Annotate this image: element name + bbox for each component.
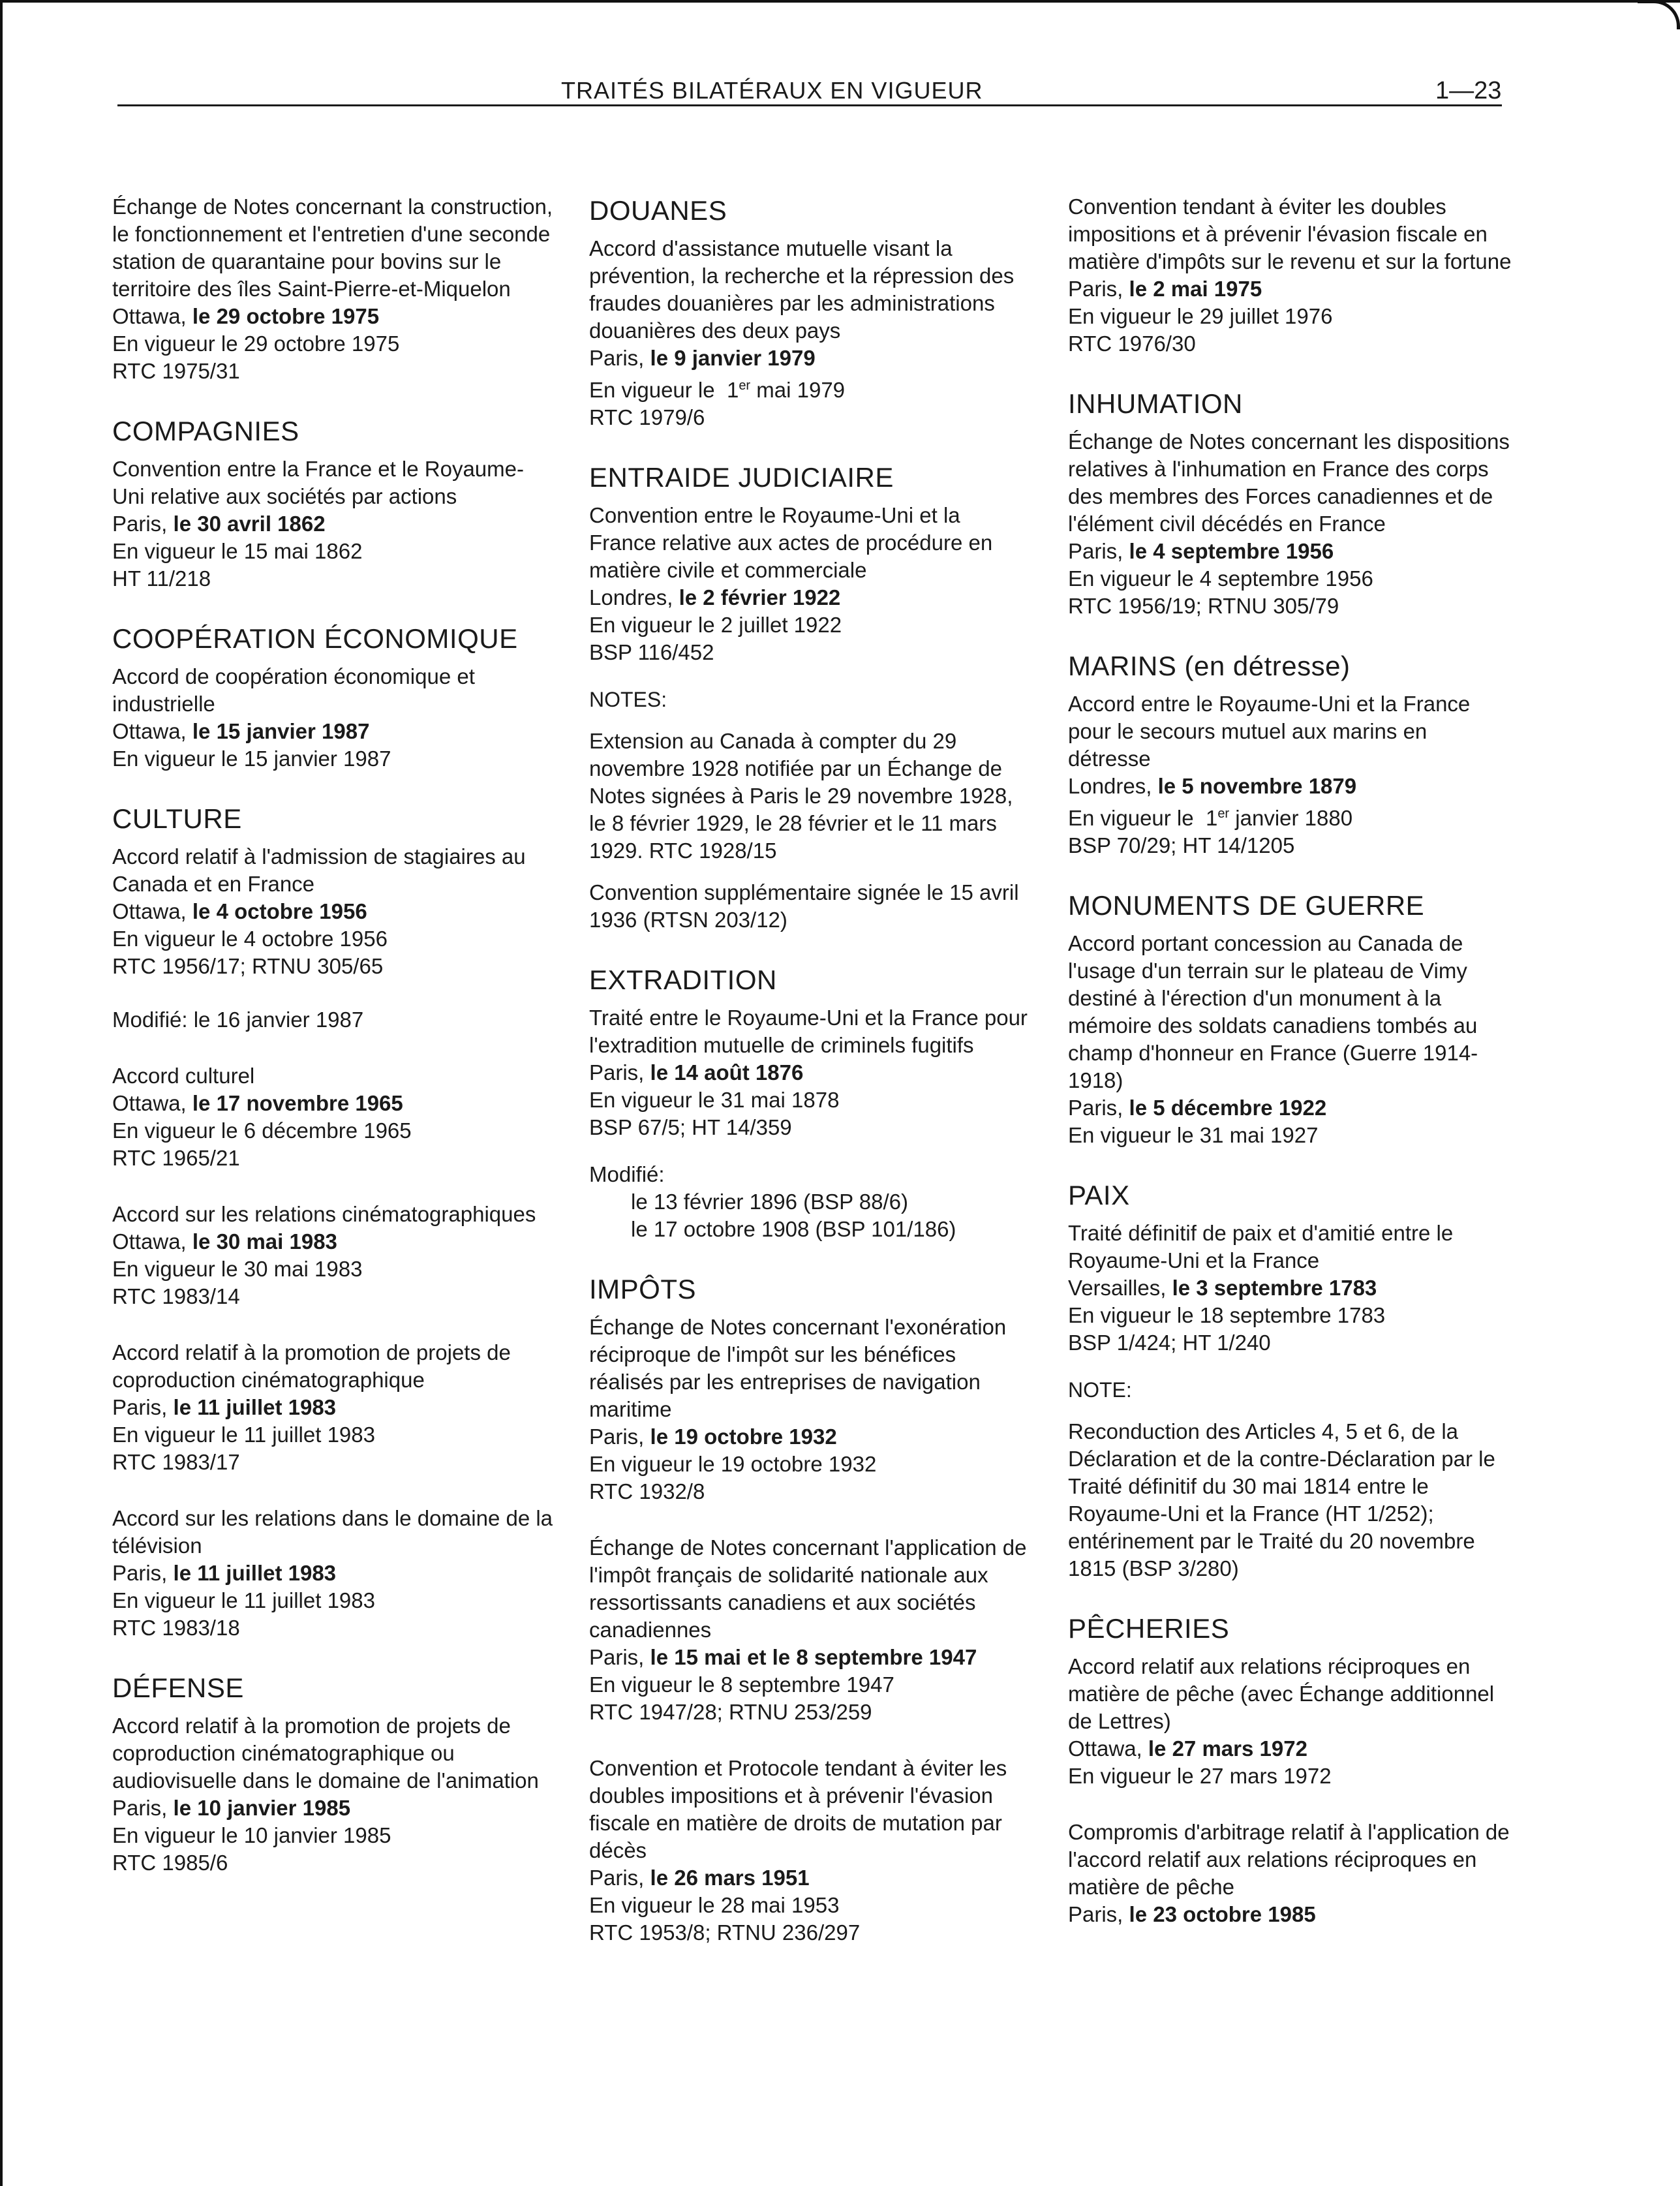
- note-paragraph: Extension au Canada à compter du 29 novembre 1928 notifiée par un Échange de Notes signées à Paris le 29 novembre 1928, le 8 février 1929, le 28 février et le 11 mars 1929. RTC 1928/15: [589, 729, 1013, 863]
- section-monuments: [1068, 888, 1512, 1149]
- treaty-date: le 17 novembre 1965: [192, 1091, 403, 1115]
- treaty-description: Accord de coopération économique et industrielle: [112, 664, 475, 716]
- treaty-signature: Londres, le 5 novembre 1879: [1068, 774, 1357, 798]
- treaty-date: le 19 octobre 1932: [650, 1424, 837, 1449]
- section-heading: DÉFENSE: [112, 1672, 244, 1703]
- treaty-in-force: En vigueur le 31 mai 1878: [589, 1088, 840, 1112]
- modification-note: Modifié: le 16 janvier 1987: [112, 1008, 364, 1032]
- column-3: [1068, 193, 1512, 1957]
- section-extradition: [589, 962, 1033, 1243]
- treaty-entry: [112, 1201, 556, 1310]
- treaty-reference: RTC 1975/31: [112, 359, 240, 383]
- treaty-entry: [112, 1339, 556, 1476]
- treaty-date: le 2 mai 1975: [1129, 277, 1262, 301]
- treaty-date: le 26 mars 1951: [650, 1866, 810, 1890]
- treaty-signature: Paris, le 2 mai 1975: [1068, 277, 1262, 301]
- treaty-signature: Ottawa, le 27 mars 1972: [1068, 1736, 1307, 1761]
- treaty-reference: RTC 1965/21: [112, 1146, 240, 1170]
- section-cooperation: [112, 621, 556, 773]
- section-heading: CULTURE: [112, 803, 242, 834]
- treaty-entry: [589, 502, 1033, 666]
- section-heading: PAIX: [1068, 1180, 1130, 1210]
- treaty-in-force: En vigueur le 1er mai 1979: [589, 378, 846, 402]
- treaty-reference: RTC 1983/17: [112, 1450, 240, 1474]
- treaty-in-force: En vigueur le 29 octobre 1975: [112, 331, 400, 356]
- treaty-description: Accord d'assistance mutuelle visant la prévention, la recherche et la répression des fraudes douanières par les administrations douanières des deux pays: [589, 236, 1015, 343]
- scan-left-edge: [0, 0, 3, 2186]
- treaty-in-force: En vigueur le 4 septembre 1956: [1068, 566, 1373, 591]
- treaty-entry: [1068, 1653, 1512, 1790]
- section-inhumation: [1068, 386, 1512, 620]
- treaty-date: le 3 septembre 1783: [1172, 1276, 1377, 1300]
- treaty-in-force: En vigueur le 31 mai 1927: [1068, 1123, 1319, 1147]
- treaty-description: Accord portant concession au Canada de l'usage d'un terrain sur le plateau de Vimy destiné à l'érection d'un monument à la mémoire des soldats canadiens tombés au champ d'honneur en France (Guerre 1914-1918): [1068, 931, 1478, 1092]
- treaty-in-force: En vigueur le 2 juillet 1922: [589, 613, 842, 637]
- treaty-date: le 27 mars 1972: [1148, 1736, 1307, 1761]
- treaty-reference: BSP 1/424; HT 1/240: [1068, 1331, 1271, 1355]
- section-heading: MARINS (en détresse): [1068, 651, 1351, 681]
- treaty-in-force: En vigueur le 1er janvier 1880: [1068, 806, 1353, 830]
- section-compagnies: [112, 414, 556, 593]
- column-1: [112, 193, 556, 1905]
- treaty-entry: [112, 843, 556, 980]
- treaty-reference: RTC 1983/18: [112, 1616, 240, 1640]
- treaty-description: Accord sur les relations cinématographiques: [112, 1202, 536, 1226]
- modification-label: Modifié:: [589, 1162, 665, 1186]
- treaty-signature: Paris, le 11 juillet 1983: [112, 1395, 337, 1419]
- treaty-entry: [589, 1534, 1033, 1726]
- treaty-entry: [1068, 930, 1512, 1149]
- treaty-signature: Paris, le 19 octobre 1932: [589, 1424, 837, 1449]
- page-corner-curl: [1638, 0, 1680, 29]
- section-marins: [1068, 649, 1512, 859]
- treaty-date: le 5 décembre 1922: [1129, 1096, 1327, 1120]
- treaty-date: le 30 avril 1862: [173, 512, 326, 536]
- treaty-description: Convention tendant à éviter les doubles impositions et à prévenir l'évasion fiscale en matière d'impôts sur le revenu et sur la fortune: [1068, 194, 1512, 273]
- modification-item: le 17 octobre 1908 (BSP 101/186): [631, 1217, 956, 1241]
- treaty-entry: [589, 235, 1033, 431]
- treaty-description: Accord relatif à l'admission de stagiaires au Canada et en France: [112, 844, 526, 896]
- section-entraide: [589, 460, 1033, 934]
- treaty-reference: RTC 1932/8: [589, 1479, 705, 1503]
- treaty-in-force: En vigueur le 8 septembre 1947: [589, 1672, 894, 1697]
- treaty-date: le 4 octobre 1956: [192, 899, 367, 923]
- treaty-description: Échange de Notes concernant l'application de l'impôt français de solidarité nationale aux ressortissants canadiens et aux sociétés canadiennes: [589, 1535, 1027, 1642]
- treaty-entry: [112, 455, 556, 593]
- treaty-reference: RTC 1953/8; RTNU 236/297: [589, 1920, 861, 1945]
- treaty-reference: RTC 1979/6: [589, 405, 705, 429]
- treaty-description: Traité entre le Royaume-Uni et la France pour l'extradition mutuelle de criminels fugitifs: [589, 1006, 1028, 1057]
- treaty-description: Accord culturel: [112, 1064, 255, 1088]
- section-pecheries: [1068, 1611, 1512, 1928]
- treaty-date: le 15 mai et le 8 septembre 1947: [650, 1645, 977, 1669]
- treaty-entry: [112, 1712, 556, 1877]
- treaty-signature: Ottawa, le 4 octobre 1956: [112, 899, 367, 923]
- section-paix: [1068, 1178, 1512, 1582]
- notes-label: NOTES:: [589, 688, 667, 711]
- note-label: NOTE:: [1068, 1378, 1132, 1402]
- treaty-entry: [1068, 428, 1512, 620]
- treaty-reference: BSP 67/5; HT 14/359: [589, 1115, 792, 1139]
- treaty-signature: Paris, le 15 mai et le 8 septembre 1947: [589, 1645, 977, 1669]
- treaty-reference: BSP 116/452: [589, 640, 714, 664]
- treaty-signature: Paris, le 30 avril 1862: [112, 512, 326, 536]
- section-heading: INHUMATION: [1068, 388, 1243, 419]
- treaty-date: le 11 juillet 1983: [173, 1561, 337, 1585]
- treaty-in-force: En vigueur le 18 septembre 1783: [1068, 1303, 1386, 1327]
- treaty-date: le 23 octobre 1985: [1129, 1902, 1316, 1926]
- section-heading: ENTRAIDE JUDICIAIRE: [589, 462, 894, 493]
- treaty-date: le 4 septembre 1956: [1129, 539, 1334, 563]
- treaty-signature: Paris, le 26 mars 1951: [589, 1866, 810, 1890]
- treaty-description: Échange de Notes concernant la construction, le fonctionnement et l'entretien d'une seconde station de quarantaine pour bovins sur le territoire des îles Saint-Pierre-et-Miquelon: [112, 194, 553, 301]
- treaty-date: le 2 février 1922: [679, 585, 841, 609]
- treaty-in-force: En vigueur le 11 juillet 1983: [112, 1423, 375, 1447]
- note-paragraph: Reconduction des Articles 4, 5 et 6, de la Déclaration et de la contre-Déclaration par le Traité définitif du 30 mai 1814 entre le Royaume-Uni et la France (HT 1/252); entérinement par le Traité du 20 novembre 1815 (BSP 3/280): [1068, 1419, 1495, 1580]
- section-douanes: [589, 193, 1033, 431]
- treaty-description: Échange de Notes concernant les dispositions relatives à l'inhumation en France des corps des membres des Forces canadiennes et de l'élément civil décédés en France: [1068, 429, 1510, 536]
- treaty-entry: [112, 1505, 556, 1642]
- treaty-entry: [1068, 690, 1512, 859]
- treaty-signature: Paris, le 14 août 1876: [589, 1060, 804, 1085]
- treaty-signature: Paris, le 4 septembre 1956: [1068, 539, 1334, 563]
- treaty-in-force: En vigueur le 4 octobre 1956: [112, 927, 388, 951]
- section-impots: [589, 1272, 1033, 1947]
- section-heading: DOUANES: [589, 195, 727, 226]
- treaty-entry: [112, 1062, 556, 1172]
- section-defense: [112, 1670, 556, 1877]
- section-intro: [112, 193, 556, 385]
- treaty-reference: RTC 1976/30: [1068, 331, 1196, 356]
- section-heading: IMPÔTS: [589, 1274, 697, 1304]
- column-2: [589, 193, 1033, 1975]
- treaty-date: le 11 juillet 1983: [173, 1395, 337, 1419]
- section-heading: MONUMENTS DE GUERRE: [1068, 890, 1425, 921]
- treaty-description: Accord relatif à la promotion de projets de coproduction cinématographique: [112, 1340, 511, 1392]
- treaty-date: le 14 août 1876: [650, 1060, 804, 1085]
- treaty-reference: HT 11/218: [112, 566, 211, 591]
- treaty-reference: RTC 1956/17; RTNU 305/65: [112, 954, 384, 978]
- treaty-signature: Ottawa, le 17 novembre 1965: [112, 1091, 403, 1115]
- treaty-in-force: En vigueur le 29 juillet 1976: [1068, 304, 1333, 328]
- scan-top-edge: [0, 0, 1680, 3]
- treaty-date: le 5 novembre 1879: [1157, 774, 1357, 798]
- treaty-description: Convention entre la France et le Royaume-Uni relative aux sociétés par actions: [112, 457, 524, 508]
- section-heading: COOPÉRATION ÉCONOMIQUE: [112, 623, 518, 654]
- section-culture: [112, 801, 556, 1642]
- treaty-date: le 30 mai 1983: [192, 1229, 337, 1254]
- note-paragraph: Convention supplémentaire signée le 15 avril 1936 (RTSN 203/12): [589, 880, 1019, 932]
- treaty-signature: Paris, le 10 janvier 1985: [112, 1796, 351, 1820]
- treaty-in-force: En vigueur le 10 janvier 1985: [112, 1823, 391, 1847]
- treaty-date: le 29 octobre 1975: [192, 304, 380, 328]
- treaty-entry: [1068, 1220, 1512, 1357]
- treaty-date: le 15 janvier 1987: [192, 719, 370, 743]
- treaty-in-force: En vigueur le 6 décembre 1965: [112, 1118, 412, 1143]
- treaty-date: le 9 janvier 1979: [650, 346, 816, 370]
- treaty-entry: [589, 1755, 1033, 1947]
- treaty-reference: RTC 1956/19; RTNU 305/79: [1068, 594, 1339, 618]
- page-number: 1—23: [1435, 77, 1502, 104]
- treaty-in-force: En vigueur le 19 octobre 1932: [589, 1452, 877, 1476]
- treaty-signature: Ottawa, le 30 mai 1983: [112, 1229, 337, 1254]
- treaty-in-force: En vigueur le 11 juillet 1983: [112, 1588, 375, 1612]
- treaty-in-force: En vigueur le 30 mai 1983: [112, 1257, 363, 1281]
- treaty-description: Compromis d'arbitrage relatif à l'application de l'accord relatif aux relations réciproques en matière de pêche: [1068, 1820, 1510, 1899]
- modification-item: le 13 février 1896 (BSP 88/6): [631, 1190, 908, 1214]
- treaty-entry: [112, 193, 556, 385]
- treaty-description: Convention entre le Royaume-Uni et la France relative aux actes de procédure en matière civile et commerciale: [589, 503, 993, 582]
- treaty-date: le 10 janvier 1985: [173, 1796, 351, 1820]
- treaty-entry: [112, 663, 556, 773]
- running-title: TRAITÉS BILATÉRAUX EN VIGUEUR: [561, 77, 983, 104]
- treaty-entry: [589, 1004, 1033, 1141]
- section-heading: EXTRADITION: [589, 964, 777, 995]
- treaty-entry: [1068, 1819, 1512, 1928]
- treaty-signature: Londres, le 2 février 1922: [589, 585, 841, 609]
- header-rule: [117, 104, 1502, 106]
- section-heading: PÊCHERIES: [1068, 1613, 1230, 1644]
- treaty-description: Convention et Protocole tendant à éviter les doubles impositions et à prévenir l'évasion fiscale en matière de droits de mutation par décès: [589, 1756, 1007, 1862]
- treaty-signature: Versailles, le 3 septembre 1783: [1068, 1276, 1377, 1300]
- treaty-signature: Ottawa, le 29 octobre 1975: [112, 304, 380, 328]
- treaty-in-force: En vigueur le 28 mai 1953: [589, 1893, 840, 1917]
- treaty-signature: Ottawa, le 15 janvier 1987: [112, 719, 370, 743]
- treaty-signature: Paris, le 23 octobre 1985: [1068, 1902, 1316, 1926]
- treaty-description: Traité définitif de paix et d'amitié entre le Royaume-Uni et la France: [1068, 1221, 1454, 1272]
- treaty-entry: [1068, 193, 1512, 358]
- treaty-reference: BSP 70/29; HT 14/1205: [1068, 833, 1295, 857]
- treaty-signature: Paris, le 9 janvier 1979: [589, 346, 816, 370]
- section-heading: COMPAGNIES: [112, 416, 299, 446]
- treaty-description: Accord relatif aux relations réciproques en matière de pêche (avec Échange additionnel de Lettres): [1068, 1654, 1495, 1733]
- treaty-description: Échange de Notes concernant l'exonération réciproque de l'impôt sur les bénéfices réalisés par les entreprises de navigation maritime: [589, 1315, 1007, 1421]
- section-impots-continued: [1068, 193, 1512, 358]
- treaty-reference: RTC 1947/28; RTNU 253/259: [589, 1700, 872, 1724]
- treaty-reference: RTC 1985/6: [112, 1851, 228, 1875]
- treaty-signature: Paris, le 11 juillet 1983: [112, 1561, 337, 1585]
- treaty-signature: Paris, le 5 décembre 1922: [1068, 1096, 1327, 1120]
- treaty-description: Accord relatif à la promotion de projets de coproduction cinématographique ou audiovisuelle dans le domaine de l'animation: [112, 1714, 539, 1793]
- treaty-in-force: En vigueur le 15 mai 1862: [112, 539, 363, 563]
- treaty-reference: RTC 1983/14: [112, 1284, 240, 1308]
- treaty-entry: [589, 1314, 1033, 1505]
- treaty-in-force: En vigueur le 27 mars 1972: [1068, 1764, 1332, 1788]
- treaty-in-force: En vigueur le 15 janvier 1987: [112, 747, 391, 771]
- treaty-description: Accord sur les relations dans le domaine de la télévision: [112, 1506, 553, 1558]
- treaty-description: Accord entre le Royaume-Uni et la France pour le secours mutuel aux marins en détresse: [1068, 692, 1471, 771]
